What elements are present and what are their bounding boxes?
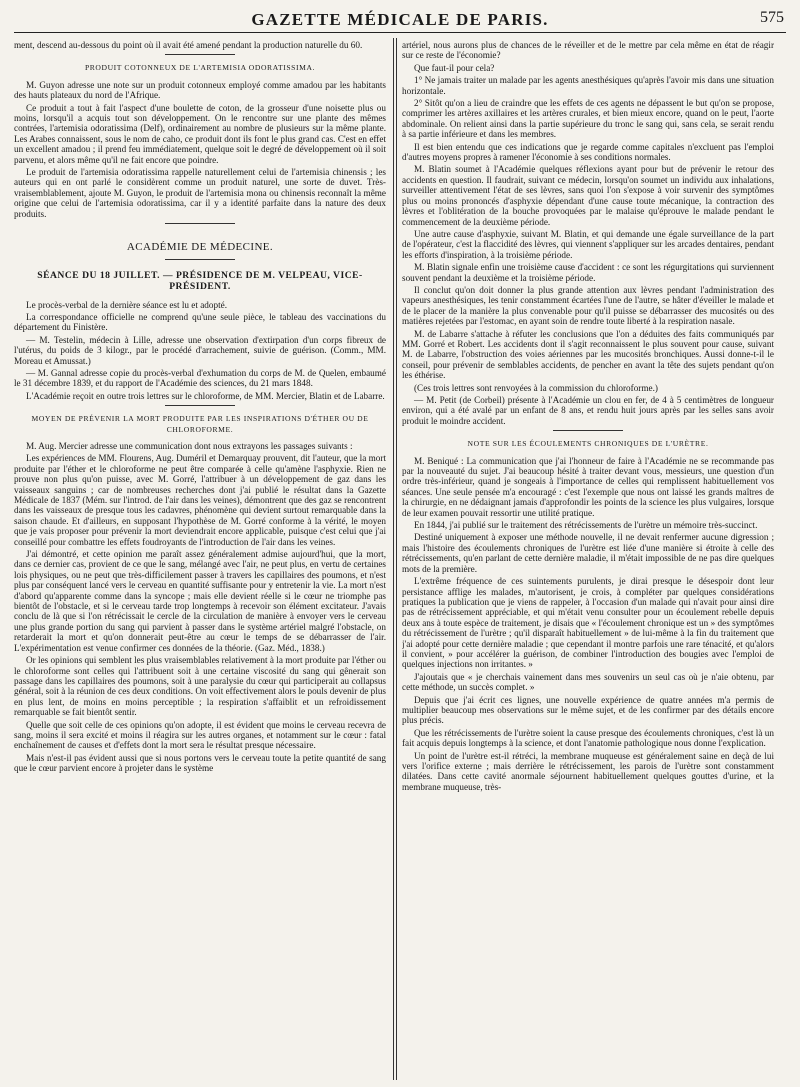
- paragraph: M. Blatin soumet à l'Académie quelques réflexions ayant pour but de prévenir le retour des accidents en question. Il faudrait, suivant ce médecin, lorsqu'on soumet un individu aux inhalations, surveiller attentivement l'état de ses lèvres, sans quoi l'on s'expose à voir survenir des symptômes plus ou moins prononcés d'asphyxie dépendant d'une cause toute mécanique, la contraction des lèvres et l'oblitération de la bouche provoquées par le malaise qu'éprouve le malade pendant le commencement de la deuxième période.: [402, 164, 774, 227]
- separator: [553, 430, 623, 431]
- column-divider: [396, 38, 397, 1080]
- paragraph: Le procès-verbal de la dernière séance est lu et adopté.: [26, 299, 227, 310]
- paragraph: Une autre cause d'asphyxie, suivant M. Blatin, et qui demande une égale surveillance de la part de l'opérateur, c'est la flaccidité des lèvres, qui viennent s'appliquer sur les arcades dentaires, pendant les efforts d'inspiration, à la troisième période.: [402, 228, 774, 260]
- right-column: [402, 40, 774, 1080]
- paragraph: — M. Petit (de Corbeil) présente à l'Académie un clou en fer, de 4 à 5 centimètres de longueur environ, qui a été avalé par un enfant de 8 ans, et rendu huit jours après par les selles sans avoir produit le moindre accident.: [402, 395, 774, 426]
- section-title: PRODUIT COTONNEUX DE L'ARTEMISIA ODORATISSIMA.: [84, 63, 316, 73]
- paragraph: Un point de l'urètre est-il rétréci, la membrane muqueuse est généralement saine en deçà de lui vers l'orifice externe ; mais derrière le rétrécissement, les parois de l'urètre sont constamment dilatées. Dans cette cavité anormale séjournent habituellement quelques gouttes d'urine, et la membrane muqueuse, très-: [402, 750, 774, 792]
- paragraph: M. Beniqué : La communication que j'ai l'honneur de faire à l'Académie ne se recommande pas par la nouveauté du sujet. J'ai beaucoup hésité à traiter devant vous, messieurs, une question d'un ordre très-inférieur, quand je songeais à l'importance de celles qui remplissent habituellement vos séances. Une seule pensée m'a encouragé : c'est l'exemple que nous ont laissé les grands maîtres de la chirurgie, en ne dédaignant jamais d'approfondir les points de la science les plus vulgaires, lorsque de leur examen pouvait ressortir une utilité pratique.: [402, 455, 774, 518]
- paragraph: Destiné uniquement à exposer une méthode nouvelle, il ne devait renfermer aucune digression ; mais l'histoire des écoulements chroniques de l'urètre est liée d'une manière si étroite à celle des rétrécissements, qu'en parlant de cette dernière maladie, il m'était impossible de ne pas dire quelques mots de la première.: [402, 532, 774, 574]
- page-number: 575: [760, 9, 784, 26]
- column-divider: [393, 38, 394, 1080]
- paragraph: Le produit de l'artemisia odoratissima rappelle naturellement celui de l'artemisia chinensis ; les auteurs qui en ont parlé le considèrent comme un produit naturel, une sorte de duvet. Très-vraisemblablement, ajoute M. Guyon, le produit de l'artemisia mona ou chinensis reconnaît la même origine que celui de l'artemisia odoratissima, car il y a identité parfaite dans la nature des deux produits.: [14, 167, 386, 219]
- paragraph: M. de Labarre s'attache à réfuter les conclusions que l'on a déduites des faits communiqués par MM. Gorré et Robert. Les accidents dont il s'agit reconnaissent le plus souvent pour cause, suivant M. de Labarre, l'obstruction des voies aériennes par les mucosités bronchiques. Aussi donne-t-il le conseil, pour prévenir de semblables accidents, de pencher en avant la tête des sujets pendant qu'on les éthérise.: [402, 328, 774, 381]
- paragraph: Que faut-il pour cela?: [414, 62, 495, 73]
- paragraph: Quelle que soit celle de ces opinions qu'on adopte, il est évident que moins le cerveau recevra de sang, moins il sera excité et moins il réagira sur les autres organes, et notamment sur le cœur : fatal enchaînement de causes et d'effets dont la mort sera le résultat presque nécessaire.: [14, 719, 386, 751]
- paragraph: J'ajoutais que « je cherchais vainement dans mes souvenirs un seul cas où je n'aie obtenu, par cette méthode, un succès complet. »: [402, 671, 774, 693]
- paragraph: M. Blatin signale enfin une troisième cause d'accident : ce sont les régurgitations qui surviennent souvent pendant la deuxième et la troisième période.: [402, 262, 774, 283]
- paragraph: L'extrême fréquence de ces suintements purulents, je dirai presque le désespoir dont leur persistance afflige les malades, m'autorisent, je crois, à compléter par quelques considérations pratiques la publication que je viens de rappeler, à l'occasion d'un malade qui n'avait pour ainsi dire pas de rétrécissement appréciable, et qui m'était venu consulter pour un écoulement rebelle depuis deux ans à toute espèce de traitement, je disais que « l'écoulement chronique est un » des symptômes du rétrécissement de l'urètre ; qu'il disparaît habituellement » de lui-même à la fin du traitement que j'ai adopté pour cette dernière maladie ; que cependant il montre parfois une rare ténacité, et qu'alors il convient, » pour accélérer la guérison, de combiner l'introduction des bougies avec l'emploi de quelques injections non irritantes. »: [402, 576, 774, 670]
- paragraph: M. Aug. Mercier adresse une communication dont nous extrayons les passages suivants :: [26, 440, 353, 451]
- paragraph: 1° Ne jamais traiter un malade par les agents anesthésiques qu'après l'avoir mis dans une situation horizontale.: [402, 75, 774, 96]
- separator: [165, 54, 235, 55]
- separator: [165, 223, 235, 224]
- paragraph: 2° Sitôt qu'on a lieu de craindre que les effets de ces agents ne dépassent le but qu'on se propose, comprimer les artères axillaires et les artères crurales, et bien mieux encore, quand on le peut, l'aorte abdominale. On relient ainsi dans la partie supérieure du tronc le sang qui, sans cela, se serait rendu à sa partie inférieure et dans les membres.: [402, 98, 774, 140]
- paragraph: — M. Testelin, médecin à Lille, adresse une observation d'extirpation d'un corps fibreux de l'utérus, du poids de 3 kilogr., par le procédé d'arrachement, suivie de guérison. (Comm., MM. Moreau et Amussat.): [14, 334, 386, 366]
- page-header: [14, 8, 786, 33]
- paragraph: Il est bien entendu que ces indications que je regarde comme capitales n'excluent pas l'emploi d'autres moyens propres à ramener l'économie à ses conditions normales.: [402, 141, 774, 163]
- paragraph: J'ai démontré, et cette opinion me paraît assez généralement admise aujourd'hui, que la mort, dans ce dernier cas, provient de ce que le sang, mélangé avec l'air, ne peut plus, en vertu de certaines lois physiques, ou ne peut que très-difficilement passer à travers les capillaires des poumons, et n'est plus par conséquent lancé vers le cerveau en quantité suffisante pour y entretenir la vie. La mort n'est d'abord qu'apparente comme dans la syncope ; mais elle devient réelle si le cœur ne triomphe pas bientôt de l'obstacle, et si le cerveau tarde trop longtemps à recevoir son élément excitateur. J'avais conclu de là que si l'on rétrécissait le cercle de la circulation de manière à envoyer vers le cerveau une plus grande portion du sang qui parvient à passer dans le système artériel malgré l'obstacle, on retarderait la mort et qu'on donnerait peut-être au cœur le temps de se débarrasser de l'air. L'expérimentation est venue confirmer ces données de la théorie. (Gaz. Méd., 1838.): [14, 549, 386, 653]
- paragraph: La correspondance officielle ne comprend qu'une seule pièce, le tableau des vaccinations du département du Finistère.: [14, 311, 386, 333]
- section-title: ACADÉMIE DE MÉDECINE.: [126, 241, 274, 254]
- paragraph: (Ces trois lettres sont renvoyées à la commission du chloroforme.): [414, 382, 658, 393]
- paragraph: Ce produit a tout à fait l'aspect d'une boulette de coton, de la grosseur d'une noisette plus ou moins, lorsqu'il a acquis tout son développement. On le rencontre sur une plante des mêmes contrées, l'artemisia odoratissima (Delf), ordinairement au nombre de plusieurs sur la même plante. Les Arabes connaissent, sous le nom de caho, ce produit dont ils font le plus grand cas. C'est en effet un excellent amadou ; il prend feu immédiatement, quelque soit le degré de développement où il soit parvenu, et alors même qu'il ne fait encore que poindre.: [14, 102, 386, 165]
- paragraph: Or les opinions qui semblent les plus vraisemblables relativement à la mort produite par l'éther ou le chloroforme sont celles qui l'attribuent soit à une certaine viscosité du sang qui gênerait son passage dans les capillaires des poumons, soit à une paralysie du cœur qui participerait au collapsus général, soit à la réunion de ces deux conditions. On voit effectivement alors le pouls devenir de plus en plus lent, de moins en moins perceptible ; la respiration s'affaiblit et un refroidissement remarquable se fait bientôt sentir.: [14, 655, 386, 718]
- paragraph: Mais n'est-il pas évident aussi que si nous portons vers le cerveau toute la petite quantité de sang que le cœur parvient encore à projeter dans le système: [14, 752, 386, 774]
- paragraph: Depuis que j'ai écrit ces lignes, une nouvelle expérience de quatre années m'a permis de multiplier beaucoup mes observations sur le même sujet, et de les confirmer par des détails encore plus précis.: [402, 694, 774, 726]
- paragraph: M. Guyon adresse une note sur un produit cotonneux employé comme amadou par les habitants des hauts plateaux du nord de l'Afrique.: [14, 79, 386, 101]
- paragraph: ment, descend au-dessous du point où il avait été amené pendant la production naturelle du 60.: [14, 40, 363, 50]
- paragraph: En 1844, j'ai publié sur le traitement des rétrécissements de l'urètre un mémoire très-succinct.: [414, 520, 758, 531]
- paragraph: artériel, nous aurons plus de chances de le réveiller et de le mettre par cela même en état de réagir sur ce reste de l'économie?: [402, 40, 774, 61]
- section-title: MOYEN DE PRÉVENIR LA MORT PRODUITE PAR LES INSPIRATIONS D'ÉTHER OU DE CHLOROFORME.: [31, 414, 369, 434]
- paragraph: Les expériences de MM. Flourens, Aug. Duméril et Demarquay prouvent, dit l'auteur, que la mort produite par l'éther et le chloroforme ne peut être comparée à celle qu'amène l'asphyxie. Rien ne prouve non plus qu'on puisse, avec M. Gorré, l'attribuer à un développement de gaz dans les vaisseaux sanguins ; car de nombreuses recherches dont j'ai publié le résultat dans la Gazette Médicale de 1837 (Mém. sur l'introd. de l'air dans les veines), démontrent que des gaz se rencontrent dans les vaisseaux de presque tous les cadavres, phénomène qui devient surtout remarquable dans la saison chaude. Et d'ailleurs, en supposant l'hypothèse de M. Gorré conforme à la vérité, le moyen que je vais proposer pour prévenir la mort deviendrait encore applicable, puisque c'est celui que j'ai conseillé pour combattre les effets foudroyants de l'introduction de l'air dans les veines.: [14, 453, 386, 547]
- separator: [165, 405, 235, 406]
- journal-title: GAZETTE MÉDICALE DE PARIS.: [251, 10, 549, 29]
- paragraph: — M. Gannal adresse copie du procès-verbal d'exhumation du corps de M. de Quelen, embaumé le 31 décembre 1839, et du rapport de l'Académie des sciences, du 21 mars 1848.: [14, 367, 386, 389]
- separator: [165, 259, 235, 260]
- seance-heading: SÉANCE DU 18 JUILLET. — PRÉSIDENCE DE M. VELPEAU, VICE-PRÉSIDENT.: [37, 269, 363, 292]
- paragraph: Il conclut qu'on doit donner la plus grande attention aux lèvres pendant l'administration des vapeurs anesthésiques, les tenir constamment écartées l'une de l'autre, se hâter d'éveiller le malade et de le placer de la manière la plus convenable pour qu'il puisse se débarrasser des mucosités ou des matières rejetées par l'estomac, en ayant soin de rendre toute liberté à la respiration nasale.: [402, 284, 774, 327]
- paragraph: Que les rétrécissements de l'urètre soient la cause presque des écoulements chroniques, c'est là un fait acquis depuis longtemps à la science, et dont l'anatomie pathologique nous donne l'explication.: [402, 727, 774, 749]
- section-title: NOTE SUR LES ÉCOULEMENTS CHRONIQUES DE L'URÈTRE.: [467, 439, 709, 449]
- paragraph: L'Académie reçoit en outre trois lettres sur le chloroforme, de MM. Mercier, Blatin et de Labarre.: [26, 390, 385, 401]
- left-column: [14, 40, 386, 1080]
